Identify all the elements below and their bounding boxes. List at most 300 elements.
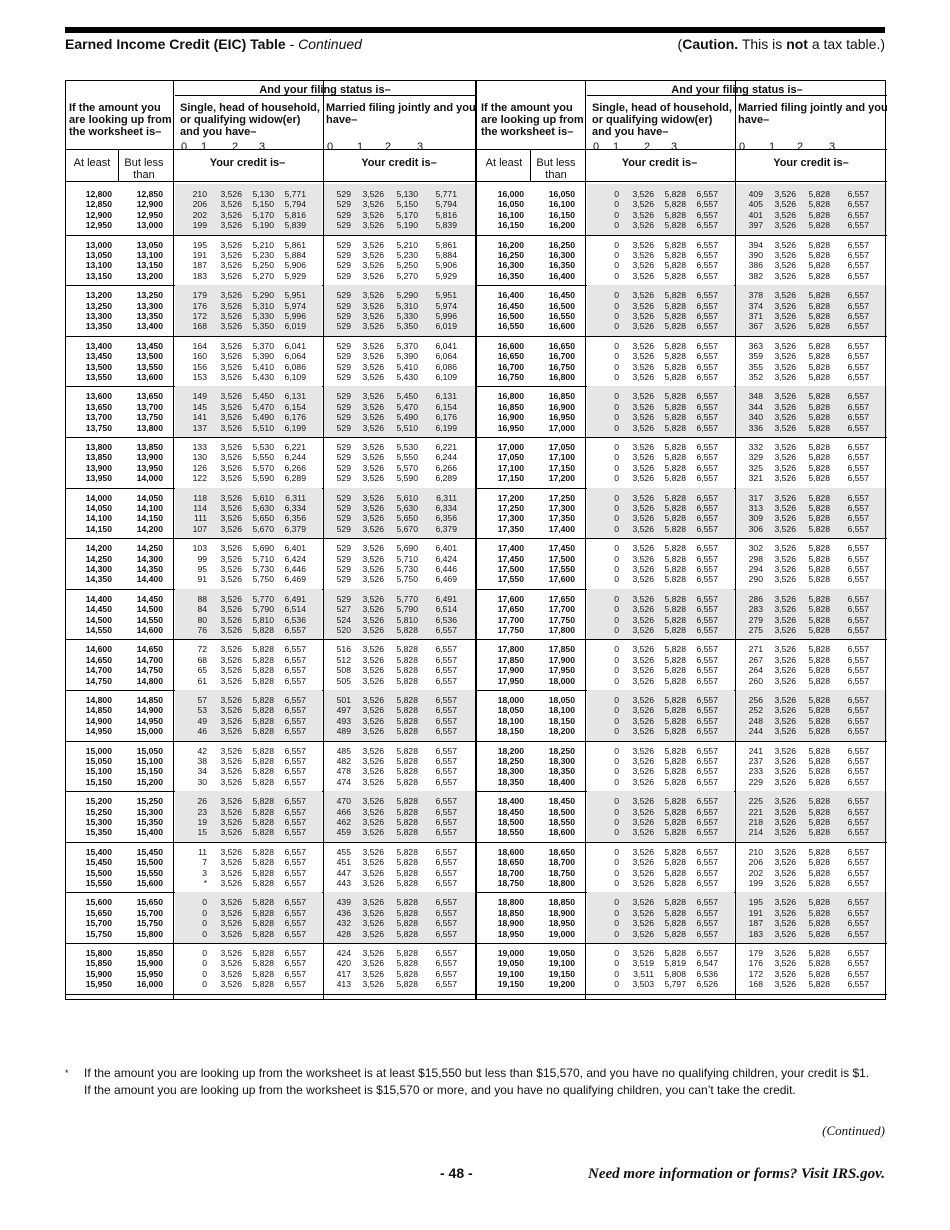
credit-cell: 3,526 — [220, 948, 242, 958]
credit-cell: 5,828 — [664, 503, 686, 513]
credit-cell: 3,526 — [774, 644, 796, 655]
credit-cell: 6,557 — [435, 715, 457, 726]
credit-cell: 0 — [614, 462, 619, 473]
credit-cell: 5,530 — [396, 442, 418, 452]
table-row — [477, 807, 887, 818]
credit-cell: 3,526 — [774, 340, 796, 351]
at-least-cell: 14,450 — [85, 604, 112, 615]
credit-cell: 6,244 — [284, 452, 306, 463]
table-row — [477, 271, 887, 282]
credit-cell: 5,828 — [808, 766, 830, 777]
at-least-cell: 18,150 — [497, 726, 524, 737]
credit-cell: 5,430 — [252, 372, 274, 382]
credit-cell: 6,557 — [696, 665, 718, 676]
credit-cell: 5,170 — [252, 209, 274, 220]
at-least-cell: 17,650 — [497, 604, 524, 615]
at-least-cell: 17,150 — [497, 473, 524, 484]
at-least-cell: 14,300 — [85, 564, 112, 574]
credit-cell: 489 — [336, 726, 351, 737]
credit-cell: 5,929 — [435, 270, 457, 281]
credit-cell: 6,557 — [696, 705, 718, 716]
credit-cell: 5,828 — [664, 654, 686, 665]
but-less-than-cell: 18,100 — [548, 705, 575, 716]
but-less-than-cell: 15,150 — [136, 766, 163, 777]
credit-cell: 5,828 — [252, 846, 274, 857]
at-least-cell: 18,400 — [497, 796, 524, 807]
at-least-cell: 15,200 — [85, 796, 112, 807]
credit-cell: 5,828 — [808, 199, 830, 210]
credit-cell: 401 — [748, 209, 763, 220]
credit-cell: 5,828 — [664, 948, 686, 958]
credit-cell: 176 — [748, 958, 763, 969]
credit-cell: 3,526 — [220, 412, 242, 423]
credit-cell: 6,557 — [847, 574, 869, 585]
credit-cell: 5,828 — [664, 442, 686, 452]
credit-cell: 524 — [336, 614, 351, 625]
credit-cell: 5,828 — [664, 827, 686, 838]
table-row — [477, 220, 887, 231]
credit-cell: 3,526 — [774, 199, 796, 210]
credit-cell: 0 — [614, 857, 619, 868]
credit-cell: 5,828 — [396, 907, 418, 918]
credit-cell: 3,526 — [774, 270, 796, 281]
credit-cell: 5,450 — [396, 391, 418, 402]
credit-cell: 6,557 — [284, 846, 306, 857]
table-row — [477, 716, 887, 727]
credit-cell: 5,828 — [664, 878, 686, 888]
credit-cell: 3,526 — [632, 878, 654, 888]
credit-cell: 3,526 — [220, 492, 242, 503]
credit-cell: 5,230 — [396, 250, 418, 260]
irs-link[interactable]: Need more information or forms? Visit IRS.gov. — [588, 1166, 885, 1182]
credit-cell: 5,828 — [396, 846, 418, 857]
table-row — [477, 564, 887, 575]
credit-cell: 0 — [614, 361, 619, 372]
credit-cell: 3,526 — [220, 503, 242, 513]
credit-cell: 3,526 — [774, 604, 796, 615]
table-row — [65, 897, 475, 908]
credit-cell: 68 — [197, 654, 207, 665]
credit-cell: 516 — [336, 644, 351, 655]
credit-cell: 5,710 — [252, 553, 274, 564]
credit-cell: 6,557 — [696, 695, 718, 705]
credit-cell: 5,828 — [808, 260, 830, 271]
credit-cell: 3,526 — [774, 726, 796, 737]
credit-cell: 6,557 — [284, 644, 306, 655]
credit-cell: 5,828 — [396, 958, 418, 969]
at-least-cell: 13,500 — [85, 361, 112, 372]
credit-cell: 5,828 — [664, 300, 686, 311]
credit-cell: 5,828 — [396, 745, 418, 756]
at-least-cell: 13,850 — [85, 452, 112, 463]
credit-cell: 5,828 — [664, 239, 686, 250]
at-least-cell: 16,550 — [497, 321, 524, 332]
credit-cell: 482 — [336, 756, 351, 766]
credit-cell: 91 — [197, 574, 207, 585]
credit-cell: 5,828 — [808, 958, 830, 969]
credit-cell: 6,557 — [696, 766, 718, 777]
but-less-than-cell: 15,250 — [136, 796, 163, 807]
at-least-cell: 15,450 — [85, 857, 112, 868]
credit-cell: 3,526 — [774, 745, 796, 756]
credit-cell: 221 — [748, 806, 763, 817]
table-row — [477, 311, 887, 322]
credit-cell: 5,828 — [664, 705, 686, 716]
credit-cell: 5,828 — [252, 979, 274, 990]
credit-cell: 3,526 — [774, 968, 796, 979]
credit-cell: 5,828 — [808, 715, 830, 726]
credit-cell: 5,350 — [396, 321, 418, 332]
credit-cell: 3,526 — [774, 372, 796, 382]
credit-cell: 5,828 — [664, 340, 686, 351]
credit-cell: 3,526 — [362, 857, 384, 868]
credit-cell: 5,828 — [808, 726, 830, 737]
table-row — [65, 625, 475, 636]
credit-cell: 5,828 — [664, 675, 686, 686]
but-less-than-cell: 17,300 — [548, 503, 575, 513]
credit-cell: 6,557 — [847, 928, 869, 939]
credit-cell: 6,557 — [847, 705, 869, 716]
credit-cell: 172 — [192, 311, 207, 321]
credit-cell: 6,557 — [847, 503, 869, 513]
credit-cell: 5,828 — [664, 574, 686, 585]
at-least-cell: 15,400 — [85, 846, 112, 857]
credit-cell: 3,526 — [632, 412, 654, 423]
but-less-than-cell: 18,950 — [548, 918, 575, 929]
credit-cell: 6,557 — [284, 796, 306, 807]
credit-cell: 3 — [202, 867, 207, 878]
credit-cell: 3,526 — [632, 574, 654, 585]
credit-cell: 6,557 — [847, 958, 869, 969]
but-less-than-cell: 18,600 — [548, 827, 575, 838]
at-least-cell: 16,250 — [497, 250, 524, 260]
credit-cell: 53 — [197, 705, 207, 716]
credit-cell: 3,526 — [220, 442, 242, 452]
credit-cell: 3,526 — [774, 250, 796, 260]
credit-cell: 3,526 — [362, 766, 384, 777]
credit-cell: 0 — [614, 372, 619, 382]
at-least-cell: 16,900 — [497, 412, 524, 423]
credit-cell: 6,557 — [435, 675, 457, 686]
credit-cell: 5,828 — [396, 756, 418, 766]
credit-cell: 378 — [748, 290, 763, 301]
credit-cell: 390 — [748, 250, 763, 260]
credit-cell: 3,526 — [362, 513, 384, 524]
credit-cell: 6,557 — [284, 665, 306, 676]
credit-cell: 183 — [748, 928, 763, 939]
credit-cell: 5,828 — [808, 220, 830, 231]
credit-cell: 5,770 — [396, 593, 418, 604]
credit-cell: 3,526 — [220, 715, 242, 726]
credit-cell: 3,526 — [632, 452, 654, 463]
credit-cell: 478 — [336, 766, 351, 777]
at-least-cell: 18,350 — [497, 776, 524, 787]
credit-cell: 6,557 — [847, 665, 869, 676]
but-less-than-cell: 13,450 — [136, 340, 163, 351]
credit-cell: 3,526 — [632, 543, 654, 554]
but-less-than-cell: 16,050 — [548, 189, 575, 199]
credit-cell: 111 — [193, 513, 207, 524]
credit-cell: 122 — [192, 473, 207, 484]
credit-cell: 6,557 — [696, 614, 718, 625]
credit-cell: 3,526 — [632, 442, 654, 452]
credit-cell: 5,710 — [396, 553, 418, 564]
at-least-cell: 16,450 — [497, 300, 524, 311]
footnote-marker: * — [65, 1068, 69, 1078]
table-row — [65, 777, 475, 788]
credit-cell: 0 — [614, 351, 619, 362]
table-row — [477, 210, 887, 221]
but-less-than-cell: 13,950 — [136, 462, 163, 473]
credit-cell: 309 — [748, 513, 763, 524]
credit-cell: 6,557 — [847, 260, 869, 271]
table-row — [65, 391, 475, 402]
table-row — [477, 979, 887, 990]
credit-cell: 3,526 — [774, 290, 796, 301]
credit-cell: 118 — [193, 492, 207, 503]
credit-cell: 3,526 — [362, 260, 384, 271]
credit-cell: 5,828 — [664, 644, 686, 655]
credit-cell: 355 — [748, 361, 763, 372]
credit-cell: 0 — [614, 827, 619, 838]
but-less-than-cell: 14,050 — [136, 492, 163, 503]
credit-cell: 6,557 — [847, 270, 869, 281]
credit-cell: 428 — [336, 928, 351, 939]
credit-cell: 3,526 — [362, 220, 384, 231]
credit-cell: 5,861 — [435, 239, 457, 250]
credit-cell: 0 — [614, 239, 619, 250]
credit-cell: 3,526 — [362, 209, 384, 220]
table-row — [477, 351, 887, 362]
but-less-than-cell: 14,800 — [136, 675, 163, 686]
credit-cell: 474 — [336, 776, 351, 787]
credit-cell: 3,526 — [774, 300, 796, 311]
credit-cell: 3,526 — [220, 574, 242, 585]
but-less-than-cell: 14,400 — [136, 574, 163, 585]
credit-cell: 5,828 — [252, 897, 274, 908]
credit-cell: 5,570 — [396, 462, 418, 473]
table-row — [65, 493, 475, 504]
credit-cell: 529 — [336, 351, 351, 362]
credit-cell: 5,828 — [808, 372, 830, 382]
left-child-count-married-0: 0 — [327, 141, 334, 153]
credit-cell: 3,526 — [362, 806, 384, 817]
credit-cell: 6,557 — [696, 422, 718, 433]
credit-cell: 3,526 — [362, 351, 384, 362]
but-less-than-cell: 17,800 — [548, 625, 575, 635]
credit-cell: 3,526 — [632, 503, 654, 513]
at-least-cell: 15,050 — [85, 756, 112, 766]
but-less-than-cell: 15,450 — [136, 846, 163, 857]
credit-cell: 3,526 — [774, 412, 796, 423]
credit-cell: 6,424 — [284, 553, 306, 564]
at-least-cell: 19,150 — [497, 979, 524, 990]
top-rule — [65, 27, 885, 33]
credit-cell: 6,557 — [696, 625, 718, 635]
credit-cell: 5,828 — [808, 817, 830, 827]
at-least-cell: 18,550 — [497, 827, 524, 838]
credit-cell: 3,526 — [774, 817, 796, 827]
credit-cell: 3,526 — [362, 321, 384, 332]
credit-cell: 5,828 — [808, 361, 830, 372]
at-least-cell: 14,000 — [85, 492, 112, 503]
credit-cell: 0 — [614, 776, 619, 787]
credit-cell: 6,557 — [847, 513, 869, 524]
credit-cell: 6,557 — [847, 523, 869, 534]
credit-cell: 3,526 — [774, 907, 796, 918]
credit-cell: 317 — [748, 492, 763, 503]
at-least-cell: 16,100 — [497, 209, 524, 220]
credit-cell: 6,557 — [847, 745, 869, 756]
at-least-cell: 16,750 — [497, 372, 524, 382]
credit-cell: 3,526 — [220, 756, 242, 766]
credit-cell: 202 — [748, 867, 763, 878]
table-row — [477, 594, 887, 605]
credit-cell: 6,557 — [847, 979, 869, 990]
credit-cell: 5,670 — [396, 523, 418, 534]
credit-cell: 5,828 — [664, 361, 686, 372]
but-less-than-cell: 18,300 — [548, 756, 575, 766]
credit-cell: 5,828 — [808, 675, 830, 686]
credit-cell: 5,828 — [808, 654, 830, 665]
but-less-than-cell: 18,200 — [548, 726, 575, 737]
footnote-line-1: If the amount you are looking up from the worksheet is at least $15,550 but less than $15,570, and you have no qualifying children, your credit is $1. — [84, 1066, 870, 1080]
at-least-cell: 17,350 — [497, 523, 524, 534]
credit-cell: 5,828 — [664, 189, 686, 199]
credit-cell: 6,557 — [284, 867, 306, 878]
credit-cell: 0 — [614, 756, 619, 766]
credit-cell: 6,557 — [696, 503, 718, 513]
credit-cell: 6,019 — [284, 321, 306, 332]
credit-cell: 3,526 — [632, 290, 654, 301]
but-less-than-cell: 15,500 — [136, 857, 163, 868]
credit-cell: 3,526 — [774, 756, 796, 766]
credit-cell: 3,526 — [774, 705, 796, 716]
credit-cell: 5,828 — [808, 644, 830, 655]
credit-cell: 5,828 — [396, 776, 418, 787]
table-row — [477, 423, 887, 434]
at-least-cell: 16,200 — [497, 239, 524, 250]
credit-cell: 126 — [192, 462, 207, 473]
but-less-than-cell: 15,050 — [136, 745, 163, 756]
at-least-cell: 15,700 — [85, 918, 112, 929]
credit-cell: 0 — [614, 300, 619, 311]
credit-cell: 5,510 — [252, 422, 274, 433]
credit-cell: 172 — [748, 968, 763, 979]
at-least-cell: 18,700 — [497, 867, 524, 878]
credit-cell: 3,526 — [774, 614, 796, 625]
credit-cell: 6,557 — [847, 473, 869, 484]
table-row — [65, 716, 475, 727]
at-least-cell: 17,750 — [497, 625, 524, 635]
credit-cell: 3,526 — [220, 857, 242, 868]
credit-cell: 6,176 — [284, 412, 306, 423]
left-header-rule — [65, 149, 475, 150]
credit-cell: 5,828 — [664, 665, 686, 676]
right-child-count-married-3: 3 — [829, 141, 836, 153]
credit-cell: 3,526 — [632, 564, 654, 574]
credit-cell: 3,526 — [220, 806, 242, 817]
table-row — [65, 564, 475, 575]
credit-cell: 5,290 — [396, 290, 418, 301]
credit-cell: 5,828 — [664, 553, 686, 564]
table-row — [65, 423, 475, 434]
credit-cell: 3,526 — [774, 574, 796, 585]
credit-cell: 6,557 — [847, 300, 869, 311]
credit-cell: 6,557 — [696, 189, 718, 199]
table-row — [477, 857, 887, 868]
table-row — [65, 979, 475, 990]
credit-cell: 5,828 — [252, 665, 274, 676]
credit-cell: 6,557 — [847, 372, 869, 382]
credit-cell: 6,557 — [847, 897, 869, 908]
credit-cell: 3,526 — [362, 756, 384, 766]
credit-cell: 5,828 — [252, 948, 274, 958]
credit-cell: 529 — [336, 250, 351, 260]
table-row — [65, 554, 475, 565]
table-row — [65, 574, 475, 585]
credit-cell: 3,526 — [362, 979, 384, 990]
table-row — [477, 665, 887, 676]
credit-cell: 5,794 — [435, 199, 457, 210]
credit-cell: 3,526 — [632, 311, 654, 321]
credit-cell: 5,828 — [808, 340, 830, 351]
at-least-cell: 12,900 — [85, 209, 112, 220]
credit-cell: 3,526 — [774, 654, 796, 665]
credit-cell: 3,526 — [632, 422, 654, 433]
credit-cell: 3,526 — [632, 918, 654, 929]
but-less-than-cell: 12,950 — [136, 209, 163, 220]
credit-cell: 46 — [197, 726, 207, 737]
at-least-cell: 13,000 — [85, 239, 112, 250]
credit-cell: 5,230 — [252, 250, 274, 260]
table-row — [65, 676, 475, 687]
credit-cell: 168 — [748, 979, 763, 990]
credit-cell: 3,526 — [362, 574, 384, 585]
credit-cell: 0 — [614, 220, 619, 231]
credit-cell: 6,379 — [435, 523, 457, 534]
credit-cell: 3,526 — [220, 523, 242, 534]
credit-cell: 5,828 — [808, 351, 830, 362]
at-least-cell: 16,050 — [497, 199, 524, 210]
credit-cell: 6,557 — [696, 907, 718, 918]
credit-cell: 5,839 — [284, 220, 306, 231]
credit-cell: 3,526 — [774, 827, 796, 838]
credit-cell: 3,526 — [632, 372, 654, 382]
credit-cell: 5,828 — [252, 918, 274, 929]
but-less-than-cell: 14,200 — [136, 523, 163, 534]
credit-cell: 6,221 — [435, 442, 457, 452]
credit-cell: 6,557 — [847, 776, 869, 787]
but-less-than-cell: 17,750 — [548, 614, 575, 625]
credit-cell: 6,557 — [435, 766, 457, 777]
right-header-rule — [477, 149, 887, 150]
at-least-cell: 12,800 — [85, 189, 112, 199]
table-row — [65, 412, 475, 423]
left-column-rule — [173, 81, 174, 999]
credit-cell: 271 — [748, 644, 763, 655]
credit-cell: 3,526 — [774, 543, 796, 554]
credit-cell: 0 — [614, 442, 619, 452]
credit-cell: 0 — [202, 918, 207, 929]
at-least-cell: 16,300 — [497, 260, 524, 271]
table-row — [477, 473, 887, 484]
credit-cell: 5,828 — [808, 300, 830, 311]
credit-cell: 3,526 — [362, 239, 384, 250]
credit-cell: 6,356 — [435, 513, 457, 524]
credit-cell: 3,526 — [362, 644, 384, 655]
credit-cell: 3,526 — [220, 250, 242, 260]
